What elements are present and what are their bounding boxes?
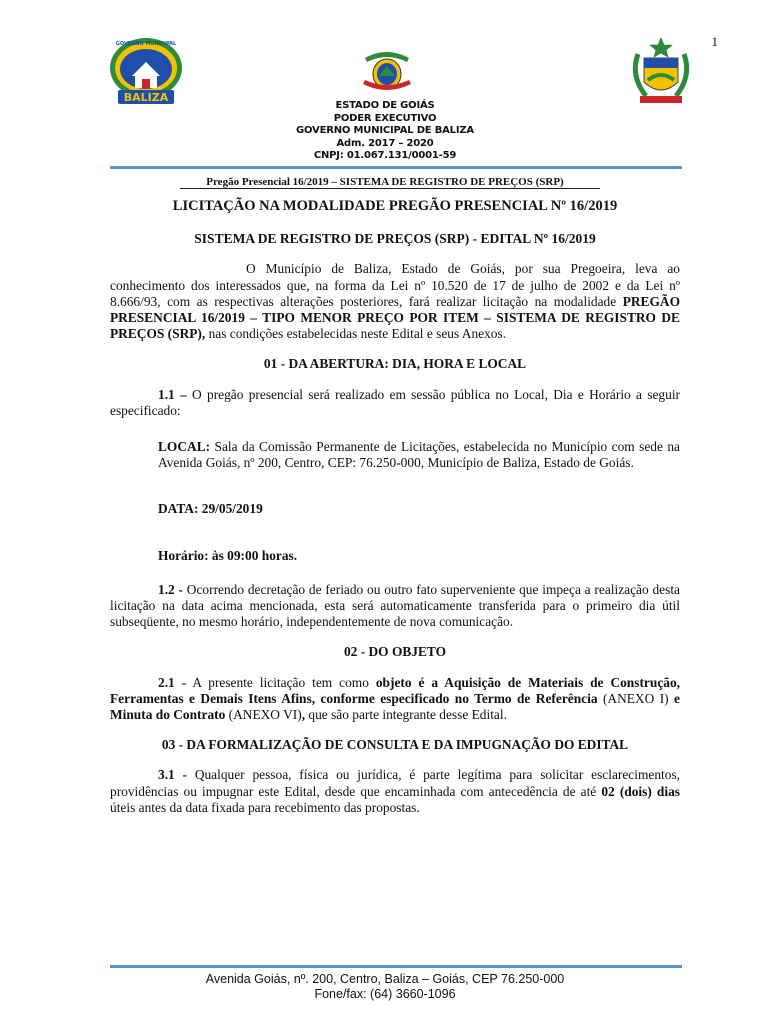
footer-address: Avenida Goiás, nº. 200, Centro, Baliza – Goiás, CEP 76.250-000 xyxy=(205,972,565,986)
item-1-2: 1.2 - Ocorrendo decretação de feriado ou outro fato superveniente que impeça a realização desta licitação na data acima mencionada, esta será automaticamente transferida para o primeiro dia útil subseqüente, no mesmo horário, independentemente de nova comunicação. xyxy=(110,581,680,630)
footer-phone: Fone/fax: (64) 3660-1096 xyxy=(314,987,456,1001)
item-1-1: 1.1 – O pregão presencial será realizado em sessão pública no Local, Dia e Horário a seguir especificado: xyxy=(110,386,680,418)
svg-text:GOVERNO MUNICIPAL: GOVERNO MUNICIPAL xyxy=(115,41,177,47)
subject-banner: Pregão Presencial 16/2019 – SISTEMA DE REGISTRO DE PREÇOS (SRP) xyxy=(206,176,564,188)
document-body xyxy=(110,194,680,816)
header-cnpj: CNPJ: 01.067.131/0001-59 xyxy=(313,150,457,161)
state-seal xyxy=(357,46,417,96)
government-header xyxy=(0,100,770,163)
local-paragraph: LOCAL: Sala da Comissão Permanente de Licitações, estabelecida no Município com sede na Avenida Goiás, nº 200, Centro, CEP: 76.250-000, Município de Baliza, Estado de Goiás. xyxy=(158,439,680,471)
time-line: Horário: às 09:00 horas. xyxy=(158,547,298,563)
page-number: 1 xyxy=(711,34,718,49)
intro-paragraph: O Município de Baliza, Estado de Goiás, por sua Pregoeira, leva ao conhecimento dos interessados que, na forma da Lei nº 10.520 de 17 de julho de 2002 e da Lei nº 8.666/93, com as respectivas alterações posteriores, fará realizar licitação na modalidade PREGÃO PRESENCIAL 16/2019 – TIPO MENOR PREÇO POR ITEM – SISTEMA DE REGISTRO DE PREÇOS (SRP), nas condições estabelecidas neste Edital e seus Anexos. xyxy=(110,261,680,342)
header-power: PODER EXECUTIVO xyxy=(333,112,437,124)
date-line: DATA: 29/05/2019 xyxy=(158,501,263,517)
header-state: ESTADO DE GOIÁS xyxy=(335,100,435,111)
footer-divider xyxy=(110,965,682,968)
subject-underline xyxy=(180,188,600,189)
item-3-1: 3.1 - Qualquer pessoa, física ou jurídica, é parte legítima para solicitar esclarecimentos, providências ou impugnar este Edital, desde que encaminhada com antecedência de até 02 (dois) dias úteis antes da data fixada para recebimento das propostas. xyxy=(110,767,681,815)
municipal-coat-of-arms xyxy=(626,36,696,108)
page-footer xyxy=(0,972,770,1002)
section-1-heading: 01 - DA ABERTURA: DIA, HORA E LOCAL xyxy=(263,356,527,372)
svg-text:BALIZA: BALIZA xyxy=(123,91,169,104)
baliza-logo xyxy=(104,36,188,108)
section-2-heading: 02 - DO OBJETO xyxy=(343,644,447,660)
document-title: LICITAÇÃO NA MODALIDADE PREGÃO PRESENCIAL Nº 16/2019 xyxy=(172,198,618,214)
item-2-1: 2.1 - A presente licitação tem como objeto é a Aquisição de Materiais de Construção, Ferramentas e Demais Itens Afins, conforme especificado no Termo de Referência (ANEXO I) e Minuta do Contrato (ANEXO VI), que são parte integrante desse Edital. xyxy=(110,674,681,723)
header-divider xyxy=(110,166,682,169)
document-subtitle: SISTEMA DE REGISTRO DE PREÇOS (SRP) - EDITAL Nº 16/2019 xyxy=(194,231,596,247)
header-administration: Adm. 2017 – 2020 xyxy=(336,137,434,149)
section-3-heading: 03 - DA FORMALIZAÇÃO DE CONSULTA E DA IMPUGNAÇÃO DO EDITAL xyxy=(161,737,629,753)
header-government: GOVERNO MUNICIPAL DE BALIZA xyxy=(296,125,474,136)
